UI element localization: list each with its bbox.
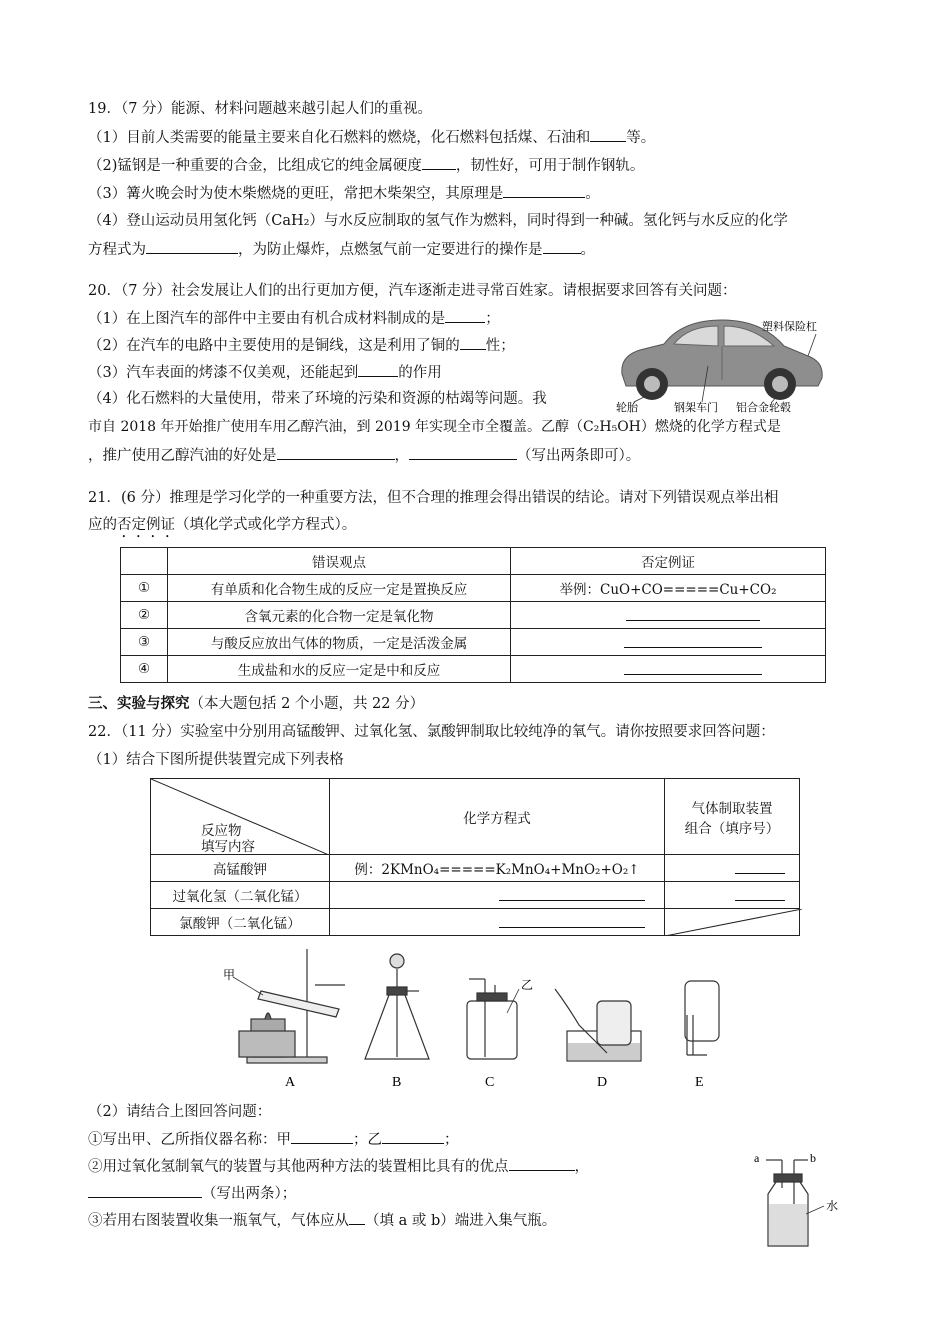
label-a: A <box>285 1075 296 1090</box>
answer-blank[interactable] <box>445 308 485 323</box>
q22-q2c: （写出两条）； <box>202 1186 297 1202</box>
table-diagonal-header <box>151 779 330 855</box>
q22-q3 <box>88 1210 556 1231</box>
answer-blank[interactable] <box>291 1129 353 1144</box>
q19-line5 <box>88 239 595 260</box>
answer-blank[interactable] <box>590 127 626 142</box>
q21-line2 <box>88 515 356 541</box>
q22-q1c: ； <box>444 1132 459 1148</box>
table-row <box>121 629 826 656</box>
table-row <box>121 656 826 683</box>
car-label-bumper: 塑料保险杠 <box>762 321 817 333</box>
q22-q3a: ③若用右图装置收集一瓶氧气，气体应从 <box>88 1213 349 1229</box>
q22-q3b: （填 a 或 b）端进入集气瓶。 <box>365 1213 557 1229</box>
table-row <box>151 909 800 936</box>
reactant: 高锰酸钾 <box>151 855 330 882</box>
answer-cell[interactable] <box>665 882 800 909</box>
answer-cell[interactable] <box>330 909 665 936</box>
label-d: D <box>597 1075 608 1090</box>
q22-q2-cont <box>88 1183 296 1204</box>
q22-p2: （2）请结合上图回答问题： <box>88 1104 272 1120</box>
q21-line1: 21．(6 分）推理是学习化学的一种重要方法，但不合理的推理会得出错误的结论。请对下列错误观点举出相 <box>88 490 779 506</box>
apparatus-d <box>555 989 641 1061</box>
q22-title: 22．（11 分）实验室中分别用高锰酸钾、过氧化氢、氯酸钾制取比较纯净的氧气。请你按照要求回答问题： <box>88 724 775 740</box>
answer-blank[interactable] <box>735 886 785 901</box>
row-number: ③ <box>121 629 168 656</box>
q21-l2a: 应的 <box>88 517 117 533</box>
q19-l3b: 。 <box>585 186 600 202</box>
answer-blank[interactable] <box>349 1210 365 1225</box>
answer-blank[interactable] <box>543 239 581 254</box>
table-corner <box>121 548 168 575</box>
q20-l2a: （2）在汽车的电路中主要使用的是铜线，这是利用了铜的 <box>88 338 460 354</box>
q20-line6 <box>88 445 640 466</box>
q19-l2b: ，韧性好，可用于制作钢轨。 <box>455 158 645 174</box>
apparatus-c <box>467 979 517 1059</box>
q20-line2 <box>88 335 515 356</box>
reactant: 过氧化氢（二氧化锰） <box>151 882 330 909</box>
label-e: E <box>695 1075 704 1090</box>
answer-blank[interactable] <box>499 886 645 901</box>
answer-blank[interactable] <box>88 1183 202 1198</box>
q19-line3 <box>88 183 600 204</box>
car-label-door: 钢架车门 <box>674 402 718 414</box>
section3-heading <box>88 694 424 714</box>
wrong-view: 有单质和化合物生成的反应一定是置换反应 <box>168 575 511 602</box>
cross-line <box>665 909 802 936</box>
q21-emphasis: 否定例证 <box>117 517 175 533</box>
crossed-cell <box>665 909 800 936</box>
section3-title: 三、实验与探究 <box>88 695 190 712</box>
row-number: ④ <box>121 656 168 683</box>
apparatus-a <box>239 949 345 1063</box>
q22-q1 <box>88 1129 459 1150</box>
bottle-label-b: b <box>810 1151 816 1165</box>
apparatus-figure <box>215 945 745 1093</box>
q19-line4: （4）登山运动员用氢化钙（CaH₂）与水反应制取的氢气作为燃料，同时得到一种碱。氢化钙与水反应的化学 <box>88 213 788 229</box>
head-equation: 化学方程式 <box>330 779 665 855</box>
q19-l1a: （1）目前人类需要的能量主要来自化石燃料的燃烧，化石燃料包括煤、石油和 <box>88 130 591 146</box>
answer-blank[interactable] <box>509 1156 575 1171</box>
q20-l3b: 的作用 <box>398 365 442 381</box>
answer-blank[interactable] <box>146 239 238 254</box>
section3-note: （本大题包括 2 个小题，共 22 分） <box>189 696 425 712</box>
table-row <box>121 602 826 629</box>
q19-l5a: 方程式为 <box>88 242 146 258</box>
q22-q2 <box>88 1156 589 1177</box>
answer-blank[interactable] <box>624 633 762 648</box>
q19-l1b: 等。 <box>626 130 656 146</box>
q19-title: 19．（7 分）能源、材料问题越来越引起人们的重视。 <box>88 101 433 117</box>
q20-l3a: （3）汽车表面的烤漆不仅美观，还能起到 <box>88 365 359 381</box>
answer-blank[interactable] <box>460 335 486 350</box>
wrong-view: 含氧元素的化合物一定是氧化物 <box>168 602 511 629</box>
reactant: 氯酸钾（二氧化锰） <box>151 909 330 936</box>
car-label-wheel: 铝合金轮毂 <box>736 402 791 414</box>
car-figure <box>612 312 832 414</box>
header-counter-example: 否定例证 <box>511 548 826 575</box>
q20-line1 <box>88 308 500 329</box>
answer-blank[interactable] <box>624 660 762 675</box>
label-jia: 甲 <box>223 968 236 982</box>
q19-line2 <box>88 155 644 176</box>
q22-q1a: ①写出甲、乙所指仪器名称：甲 <box>88 1132 291 1148</box>
q21-table <box>120 547 826 683</box>
answer-blank[interactable] <box>382 1129 444 1144</box>
counter-example: 举例：CuO+CO=====Cu+CO₂ <box>511 575 826 602</box>
q20-title: 20．（7 分）社会发展让人们的出行更加方便，汽车逐渐走进寻常百姓家。请根据要求回答有关问题： <box>88 283 737 299</box>
answer-cell[interactable] <box>665 855 800 882</box>
answer-blank[interactable] <box>422 155 456 170</box>
answer-blank[interactable] <box>358 362 398 377</box>
header-wrong-view: 错误观点 <box>168 548 511 575</box>
table-row <box>151 882 800 909</box>
label-c: C <box>485 1075 495 1090</box>
head-fill-content: 填写内容 <box>201 839 255 855</box>
q19-l3a: （3）篝火晚会时为使木柴燃烧的更旺，常把木柴架空，其原理是 <box>88 186 504 202</box>
q21-l2c: （填化学式或化学方程式）。 <box>175 517 357 533</box>
row-number: ② <box>121 602 168 629</box>
answer-cell[interactable] <box>511 602 826 629</box>
q19-line1 <box>88 127 655 148</box>
answer-cell[interactable] <box>511 656 826 683</box>
bottle-label-a: a <box>754 1151 760 1165</box>
label-b: B <box>392 1075 402 1090</box>
apparatus-b <box>365 954 429 1059</box>
car-label-tire: 轮胎 <box>616 402 638 414</box>
answer-blank[interactable] <box>277 445 395 460</box>
q20-l2b: 性； <box>485 338 515 354</box>
q20-line3 <box>88 362 442 383</box>
q22-table <box>150 778 800 936</box>
q19-l5b: ，为防止爆炸，点燃氢气前一定要进行的操作是 <box>238 242 543 258</box>
label-yi: 乙 <box>521 978 534 992</box>
q20-line5: 市自 2018 年开始推广使用车用乙醇汽油，到 2019 年实现全市全覆盖。乙醇（C₂H₅OH）燃烧的化学方程式是 <box>88 419 781 435</box>
q20-line4: （4）化石燃料的大量使用，带来了环境的污染和资源的枯竭等问题。我 <box>88 391 547 407</box>
q20-l1a: （1）在上图汽车的部件中主要由有机合成材料制成的是 <box>88 311 446 327</box>
q22-q2b: ， <box>574 1159 589 1175</box>
table-row <box>151 855 800 882</box>
q22-p1: （1）结合下图所提供装置完成下列表格 <box>88 752 344 768</box>
head-device-line1: 气体制取装置 <box>691 800 773 817</box>
q19-l2a: （2)锰钢是一种重要的合金，比组成它的纯金属硬度 <box>88 158 422 174</box>
answer-blank[interactable] <box>735 859 785 874</box>
answer-cell[interactable] <box>511 629 826 656</box>
head-device <box>665 779 800 855</box>
answer-blank[interactable] <box>503 183 585 198</box>
head-device-line2: 组合（填序号） <box>684 820 780 837</box>
bottle-label-water: 水 <box>826 1199 839 1213</box>
q20-l6c: （写出两条即可）。 <box>517 448 641 464</box>
row-number: ① <box>121 575 168 602</box>
q20-l6b: ， <box>394 448 409 464</box>
q20-l1b: ； <box>485 311 500 327</box>
equation-example: 例：2KMnO₄=====K₂MnO₄+MnO₂+O₂↑ <box>330 855 665 882</box>
q20-l6a: ，推广使用乙醇汽油的好处是 <box>88 448 277 464</box>
apparatus-e <box>685 981 719 1055</box>
q19-l5c: 。 <box>580 242 595 258</box>
answer-blank[interactable] <box>499 913 645 928</box>
answer-cell[interactable] <box>330 882 665 909</box>
answer-blank[interactable] <box>409 445 517 460</box>
wrong-view: 生成盐和水的反应一定是中和反应 <box>168 656 511 683</box>
table-row <box>121 575 826 602</box>
head-reactant: 反应物 <box>201 823 242 839</box>
q22-q2a: ②用过氧化氢制氧气的装置与其他两种方法的装置相比具有的优点 <box>88 1159 509 1175</box>
gas-bottle-figure <box>748 1148 848 1252</box>
answer-blank[interactable] <box>626 606 760 621</box>
q22-q1b: ；乙 <box>353 1132 382 1148</box>
wrong-view: 与酸反应放出气体的物质，一定是活泼金属 <box>168 629 511 656</box>
